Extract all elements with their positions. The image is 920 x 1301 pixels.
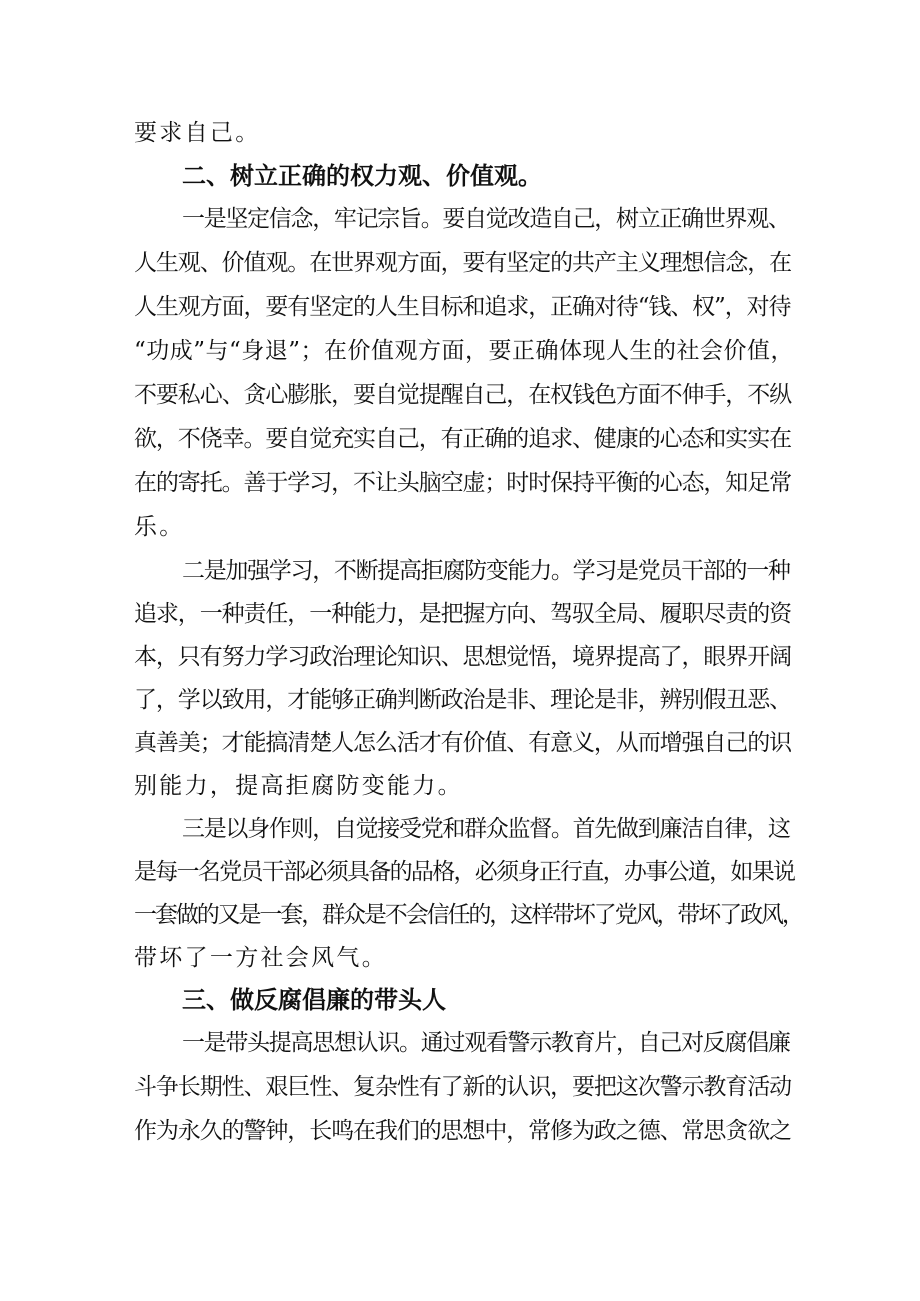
text-line: 斗争长期性、艰巨性、复杂性有了新的认识，要把这次警示教育活动 — [134, 1074, 792, 1100]
text-line: 人生观、价值观。在世界观方面，要有坚定的共产主义理想信念，在 — [134, 250, 792, 276]
text-line: 本，只有努力学习政治理论知识、思想觉悟，境界提高了，眼界开阔 — [134, 644, 792, 670]
text-line: 要求自己。 — [134, 120, 261, 146]
text-line: 乐。 — [134, 514, 185, 540]
text-line: 一套做的又是一套，群众是不会信任的，这样带坏了党风，带坏了政风， — [134, 902, 803, 928]
text-line: “功成”与“身退”；在价值观方面，要正确体现人生的社会价值， — [134, 338, 795, 364]
text-line: 是每一名党员干部必须具备的品格，必须身正行直，办事公道，如果说 — [134, 859, 795, 885]
section-heading: 三、做反腐倡廉的带头人 — [182, 986, 446, 1014]
text-line: 三是以身作则，自觉接受党和群众监督。首先做到廉洁自律，这 — [182, 816, 790, 842]
text-line: 人生观方面，要有坚定的人生目标和追求，正确对待“钱、权”，对待 — [134, 294, 791, 320]
text-line: 作为永久的警钟，长鸣在我们的思想中，常修为政之德、常思贪欲之 — [134, 1118, 792, 1144]
section-heading: 二、树立正确的权力观、价值观。 — [182, 162, 542, 190]
text-line: 别能力，提高拒腐防变能力。 — [134, 773, 463, 799]
text-line: 追求，一种责任，一种能力，是把握方向、驾驭全局、履职尽责的资 — [134, 601, 792, 627]
text-line: 不要私心、贪心膨胀，要自觉提醒自己，在权钱色方面不伸手，不纵 — [134, 382, 792, 408]
text-line: 了，学以致用，才能够正确判断政治是非、理论是非，辨别假丑恶、 — [134, 687, 792, 713]
text-line: 一是带头提高思想认识。通过观看警示教育片，自己对反腐倡廉 — [182, 1030, 790, 1056]
text-line: 在的寄托。善于学习，不让头脑空虚；时时保持平衡的心态，知足常 — [134, 470, 792, 496]
text-line: 欲，不侥幸。要自觉充实自己，有正确的追求、健康的心态和实实在 — [134, 426, 792, 452]
text-line: 真善美；才能搞清楚人怎么活才有价值、有意义，从而增强自己的识 — [134, 730, 792, 756]
text-line: 一是坚定信念，牢记宗旨。要自觉改造自己，树立正确世界观、 — [182, 206, 790, 232]
text-line: 带坏了一方社会风气。 — [134, 945, 387, 971]
text-line: 二是加强学习，不断提高拒腐防变能力。学习是党员干部的一种 — [182, 558, 790, 584]
